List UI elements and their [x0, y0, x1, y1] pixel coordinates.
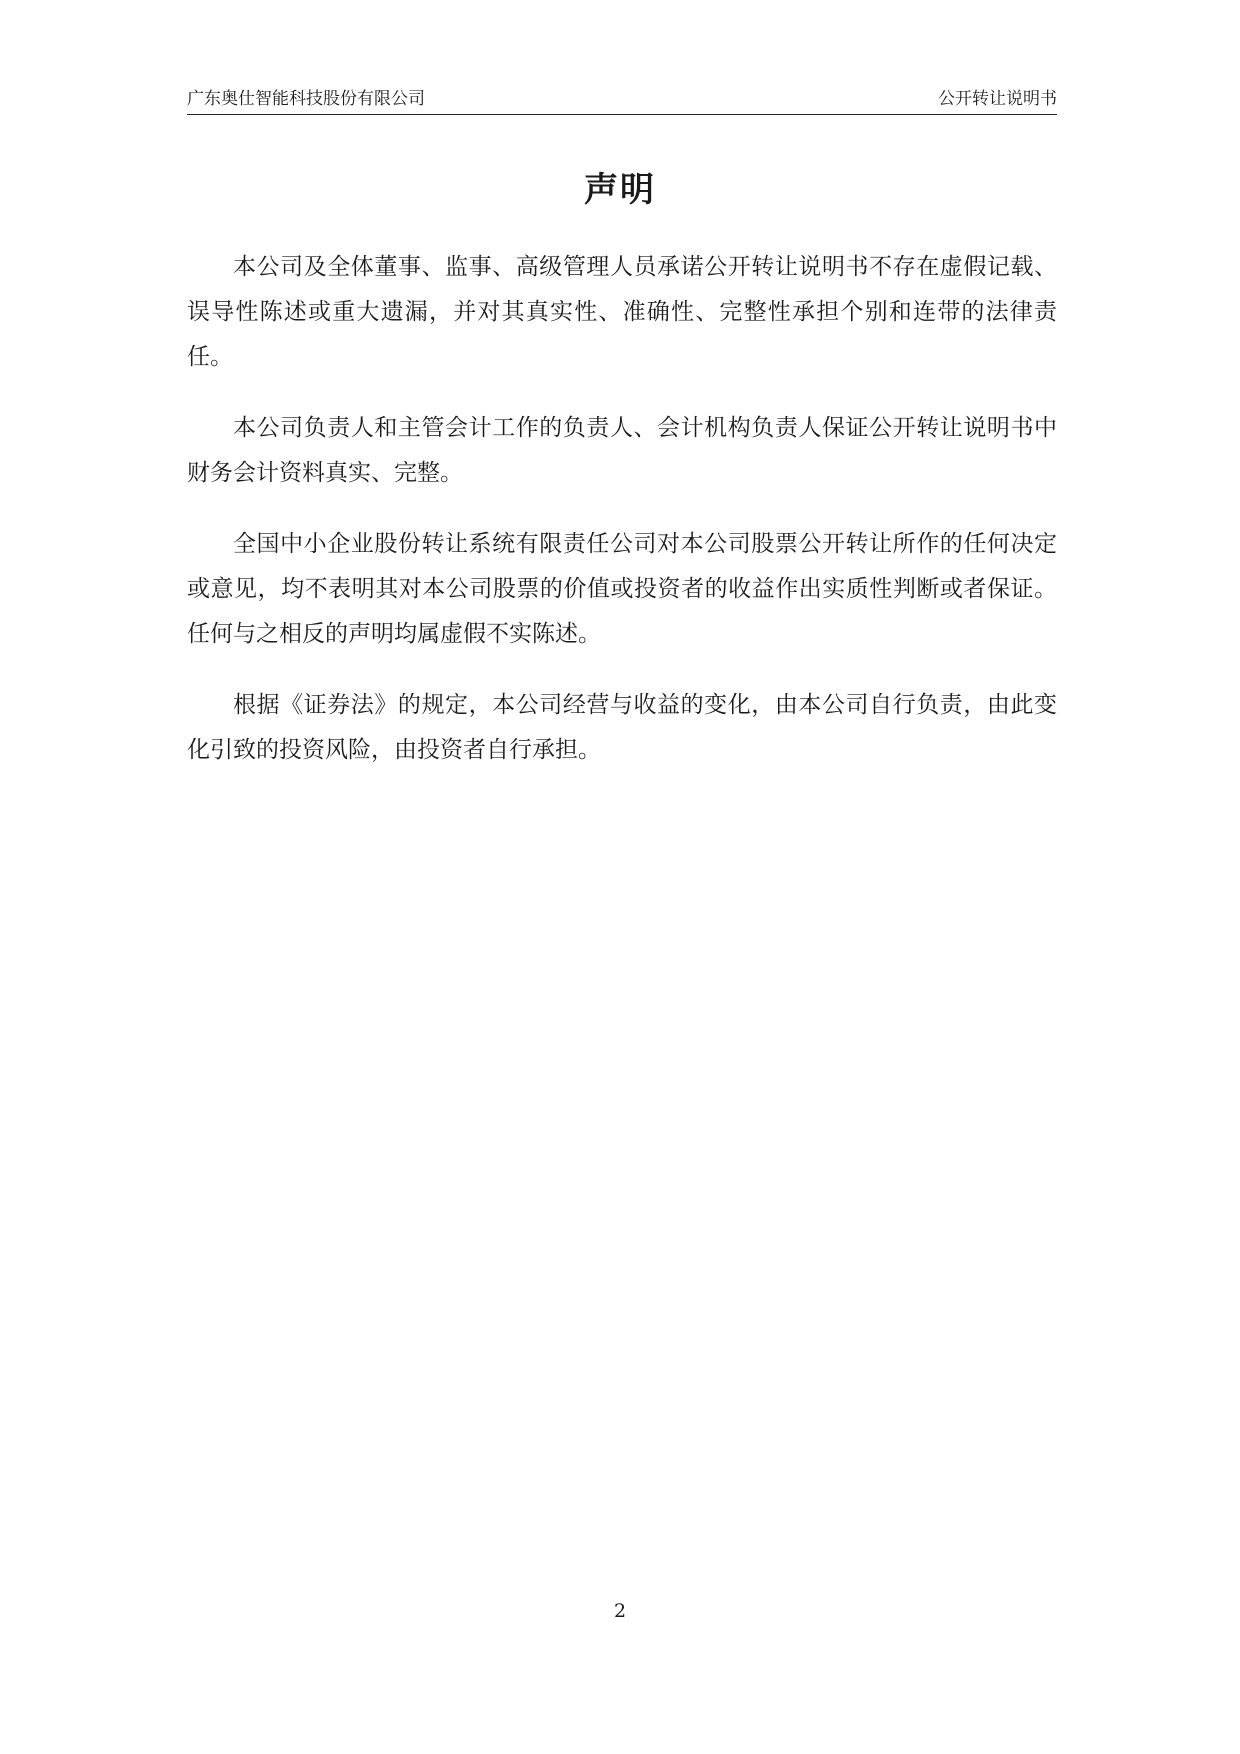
page-title: 声明	[584, 170, 656, 210]
page-number: 2	[613, 1600, 627, 1622]
paragraph-2: 本公司负责人和主管会计工作的负责人、会计机构负责人保证公开转让说明书中财务会计资料真实、完整。	[187, 415, 1057, 486]
paragraph-1: 本公司及全体董事、监事、高级管理人员承诺公开转让说明书不存在虚假记载、误导性陈述或重大遗漏，并对其真实性、准确性、完整性承担个别和连带的法律责任。	[187, 254, 1057, 370]
paragraph-4: 根据《证券法》的规定，本公司经营与收益的变化，由本公司自行负责，由此变化引致的投资风险，由投资者自行承担。	[187, 692, 1057, 763]
header-document-type: 公开转让说明书	[938, 89, 1057, 109]
page-header	[187, 84, 1057, 115]
paragraph-3: 全国中小企业股份转让系统有限责任公司对本公司股票公开转让所作的任何决定或意见，均不表明其对本公司股票的价值或投资者的收益作出实质性判断或者保证。任何与之相反的声明均属虚假不实陈述。	[187, 531, 1057, 647]
statement-body	[187, 245, 1057, 799]
header-company-name: 广东奥仕智能科技股份有限公司	[187, 89, 425, 109]
